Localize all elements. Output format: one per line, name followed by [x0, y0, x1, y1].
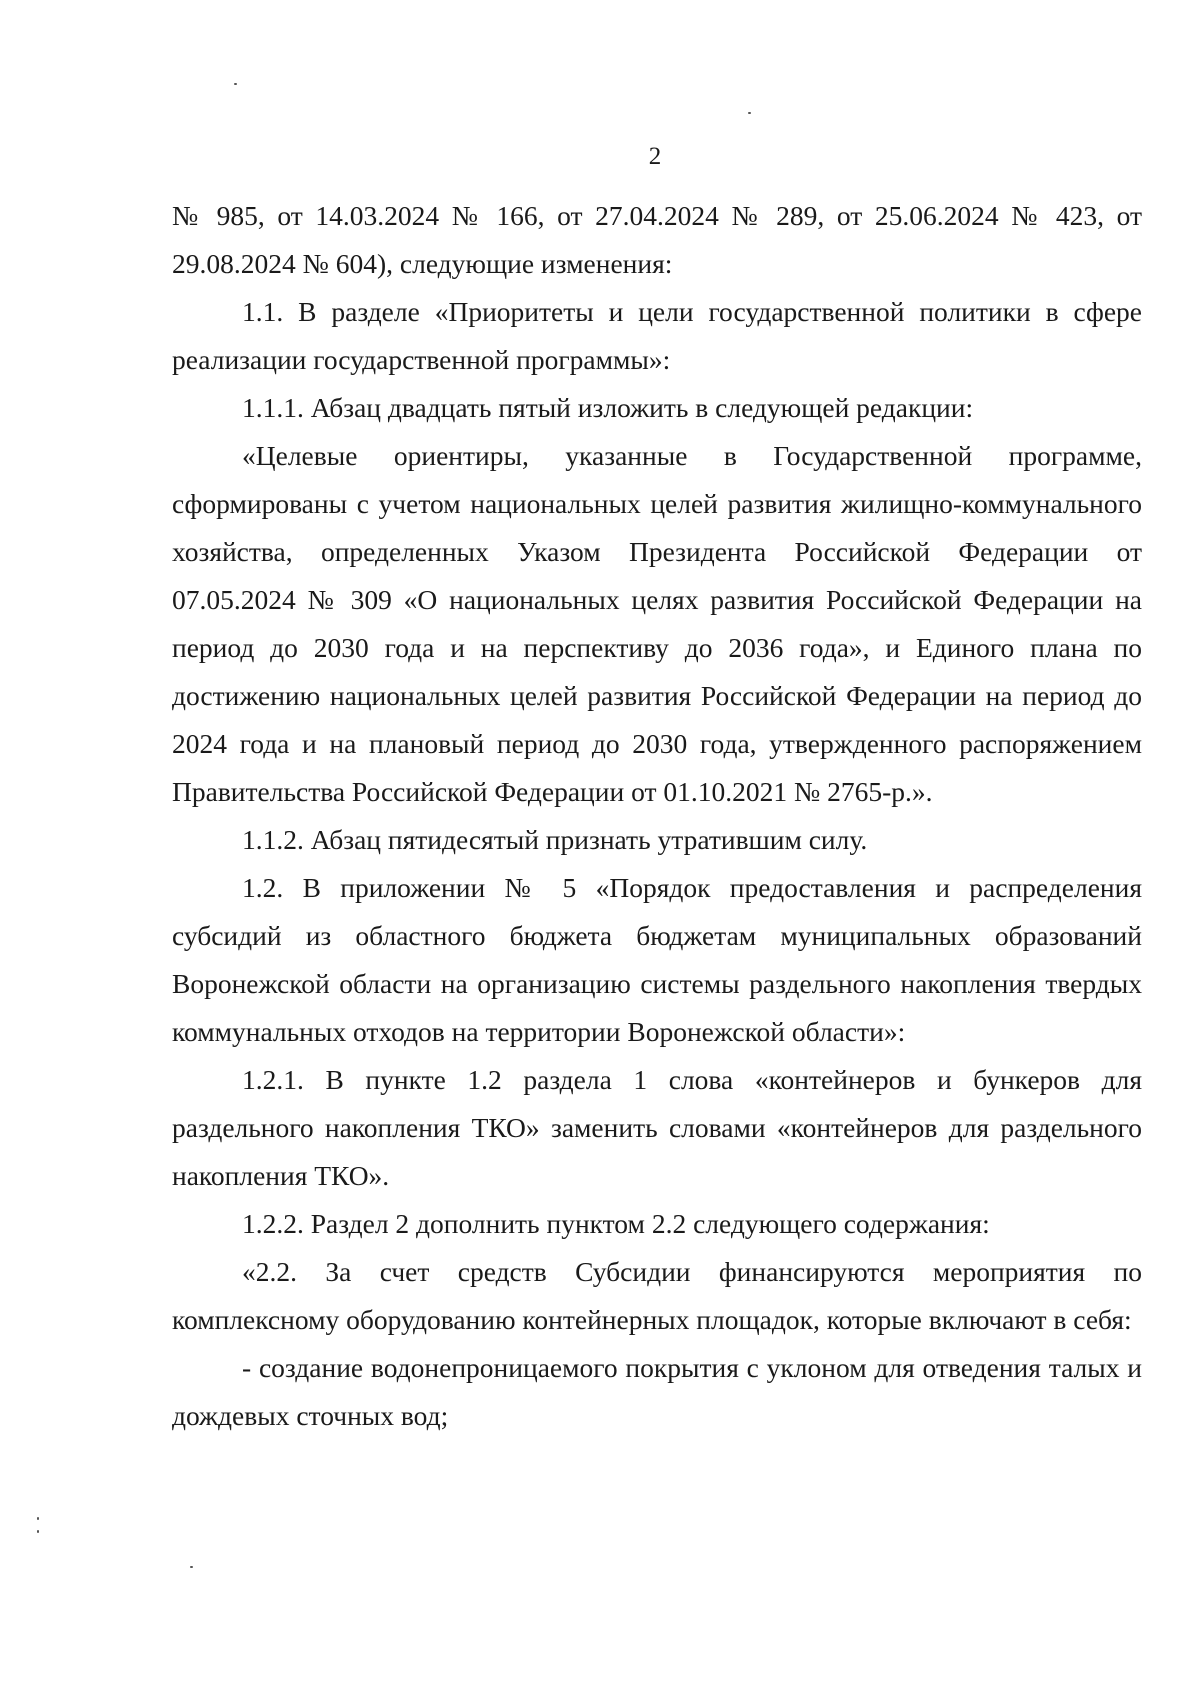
list-item-waterproof-coating: - создание водонепроницаемого покрытия с уклоном для отведения талых и дождевых сточных вод; [172, 1352, 1142, 1431]
paragraph-amendment-intro: № 985, от 14.03.2024 № 166, от 27.04.2024 № 289, от 25.06.2024 № 423, от 29.08.2024 № 604), следующие изменения: [172, 200, 1142, 279]
scan-speck [37, 1517, 39, 1520]
paragraph-2-2-quote: «2.2. За счет средств Субсидии финансируются мероприятия по комплексному оборудованию контейнерных площадок, которые включают в себя: [172, 1256, 1142, 1335]
scan-speck [748, 112, 751, 114]
paragraph-1-2: 1.2. В приложении № 5 «Порядок предоставления и распределения субсидий из областного бюджета бюджетам муниципальных образований Воронежской области на организацию системы раздельного накопления твердых коммунальных отходов на территории Воронежской области»: [172, 872, 1142, 1047]
scan-speck [37, 1530, 39, 1533]
page-number: 2 [648, 143, 662, 170]
paragraph-target-quote: «Целевые ориентиры, указанные в Государственной программе, сформированы с учетом национальных целей развития жилищно-коммунального хозяйства, определенных Указом Президента Российской Федерации от 07.05.2024 № 309 «О национальных целях развития Российской Федерации на период до 2030 года и на перспективу до 2036 года», и Единого плана по достижению национальных целей развития Российской Федерации на период до 2024 года и на плановый период до 2030 года, утвержденного распоряжением Правительства Российской Федерации от 01.10.2021 № 2765-р.». [172, 440, 1142, 807]
paragraph-1-2-1: 1.2.1. В пункте 1.2 раздела 1 слова «контейнеров и бункеров для раздельного накопления ТКО» заменить словами «контейнеров для раздельного накопления ТКО». [172, 1064, 1142, 1191]
document-body [172, 192, 1142, 1440]
paragraph-1-1-1: 1.1.1. Абзац двадцать пятый изложить в следующей редакции: [242, 392, 974, 423]
scan-speck [234, 83, 237, 85]
paragraph-1-2-2: 1.2.2. Раздел 2 дополнить пунктом 2.2 следующего содержания: [242, 1208, 990, 1239]
scan-speck [190, 1566, 193, 1568]
paragraph-1-1: 1.1. В разделе «Приоритеты и цели государственной политики в сфере реализации государственной программы»: [172, 296, 1142, 375]
paragraph-1-1-2: 1.1.2. Абзац пятидесятый признать утратившим силу. [242, 824, 868, 855]
